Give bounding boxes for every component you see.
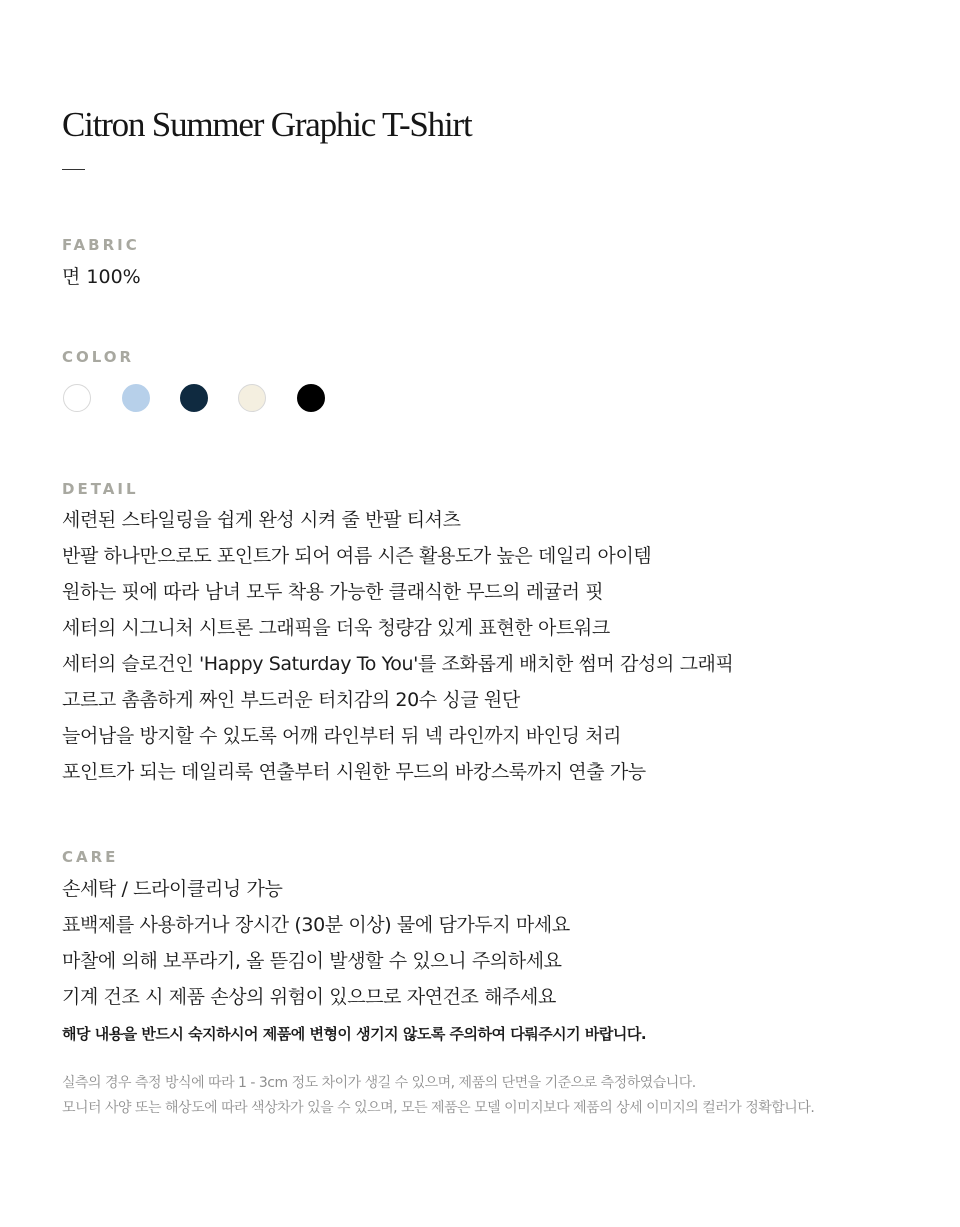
fabric-value: 면 100% <box>62 266 141 288</box>
footnote-list <box>62 1071 814 1121</box>
detail-line: 고르고 촘촘하게 짜인 부드러운 터치감의 20수 싱글 원단 <box>62 689 520 711</box>
care-label: CARE <box>62 848 119 866</box>
detail-line: 포인트가 되는 데일리룩 연출부터 시원한 무드의 바캉스룩까지 연출 가능 <box>62 761 646 783</box>
detail-line: 원하는 핏에 따라 남녀 모두 착용 가능한 클래식한 무드의 레귤러 핏 <box>62 581 604 603</box>
product-title: Citron Summer Graphic T-Shirt <box>62 105 472 144</box>
color-swatch-navy[interactable] <box>180 384 208 412</box>
detail-line: 반팔 하나만으로도 포인트가 되어 여름 시즌 활용도가 높은 데일리 아이템 <box>62 545 652 567</box>
care-list <box>62 871 570 1015</box>
detail-list <box>62 502 733 790</box>
title-divider <box>62 169 85 170</box>
detail-label: DETAIL <box>62 480 139 498</box>
footnote-color: 모니터 사양 또는 해상도에 따라 색상차가 있을 수 있으며, 모든 제품은 모델 이미지보다 제품의 상세 이미지의 컬러가 정확합니다. <box>62 1100 815 1116</box>
detail-line: 세터의 시그니처 시트론 그래픽을 더욱 청량감 있게 표현한 아트워크 <box>62 617 610 639</box>
color-swatch-white[interactable] <box>63 384 91 412</box>
care-line: 마찰에 의해 보푸라기, 올 뜯김이 발생할 수 있으니 주의하세요 <box>62 950 562 972</box>
fabric-label: FABRIC <box>62 236 140 254</box>
color-swatch-light-blue[interactable] <box>122 384 150 412</box>
color-label: COLOR <box>62 348 135 366</box>
care-notice: 해당 내용을 반드시 숙지하시어 제품에 변형이 생기지 않도록 주의하여 다뤄주시기 바랍니다. <box>62 1025 647 1043</box>
care-line: 표백제를 사용하거나 장시간 (30분 이상) 물에 담가두지 마세요 <box>62 914 570 936</box>
care-line: 기계 건조 시 제품 손상의 위험이 있으므로 자연건조 해주세요 <box>62 986 556 1008</box>
detail-line: 늘어남을 방지할 수 있도록 어깨 라인부터 뒤 넥 라인까지 바인딩 처리 <box>62 725 622 747</box>
color-swatch-cream[interactable] <box>238 384 266 412</box>
detail-line: 세터의 슬로건인 'Happy Saturday To You'를 조화롭게 배치한 썸머 감성의 그래픽 <box>62 653 734 675</box>
footnote-measurement: 실측의 경우 측정 방식에 따라 1 - 3cm 정도 차이가 생길 수 있으며, 제품의 단면을 기준으로 측정하였습니다. <box>62 1075 696 1091</box>
color-swatch-black[interactable] <box>297 384 325 412</box>
detail-line: 세련된 스타일링을 쉽게 완성 시켜 줄 반팔 티셔츠 <box>62 509 461 531</box>
care-line: 손세탁 / 드라이클리닝 가능 <box>62 878 283 900</box>
